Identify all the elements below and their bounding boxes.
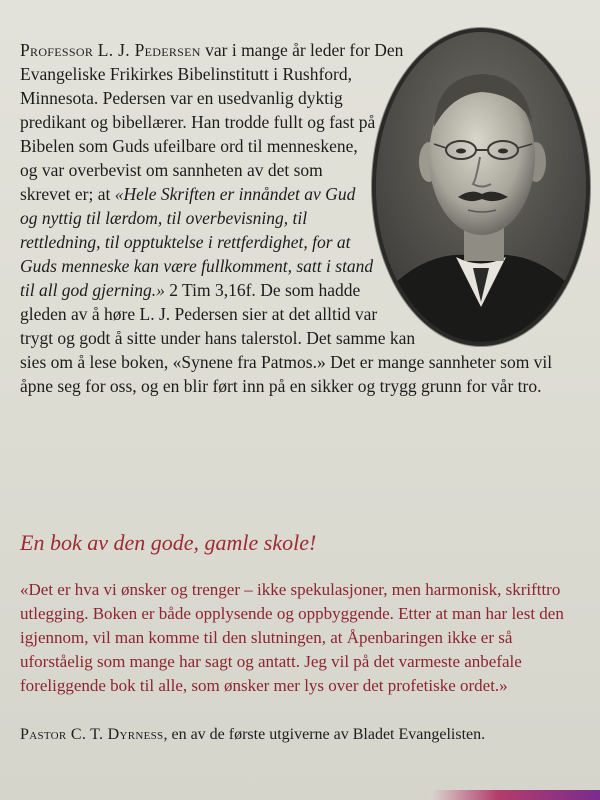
scripture-reference: 2 Tim 3,16f.	[164, 280, 256, 300]
author-name: Professor L. J. Pedersen	[20, 40, 201, 60]
endorsement-signature	[20, 724, 590, 746]
scripture-quote: «Hele Skriften er innåndet av Gud og nyttig til lærdom, til overbevisning, til rettledning, til opptuktelse i rettferdighet, for at Guds menneske kan være fullkomment, satt i stand til all god gjerning.»	[20, 184, 374, 300]
biography-part-1: var i mange år leder for Den Evangeliske Frikirkes Bibelinstitutt i Rushford, Minnesota. Pedersen var en usedvanlig dyktig predikant og bibellærer. Han trodde fullt og fast på Bibelen som Guds ufeilbare ord til menneskene, og var overbevist om sannheten av det som skrevet er; at	[20, 40, 404, 204]
endorser-name: Pastor C. T. Dyrness	[20, 726, 164, 743]
endorser-role: , en av de første utgiverne av Bladet Evangelisten.	[163, 726, 486, 743]
endorsement-quote: «Det er hva vi ønsker og trenger – ikke spekulasjoner, men harmonisk, skrifttro utlegging. Boken er både opplysende og oppbyggende. Etter at man har lest den igjennom, vil man komme til den slutningen, at Åpenbaringen ikke er så uforståelig som mange har sagt og antatt. Jeg vil på det varmeste anbefale foreliggende bok til alle, som ønsker mer lys over det profetiske ordet.»	[20, 580, 564, 695]
portrait-photo	[372, 28, 590, 346]
portrait-illustration	[376, 32, 586, 342]
biography-text	[20, 38, 580, 398]
portrait-frame	[364, 28, 596, 346]
decorative-color-band	[430, 790, 600, 800]
biography-part-2: De som hadde gleden av å høre L. J. Pedersen sier at det alltid var trygt og godt å sitte under hans talerstol. Det samme kan sies om å lese boken, «Synene fra Patmos.» Det er mange sannheter som vil åpne seg for oss, og en blir ført inn på en sikker og trygg grunn for vår tro.	[20, 280, 553, 396]
tagline: En bok av den gode, gamle skole!	[20, 530, 317, 555]
